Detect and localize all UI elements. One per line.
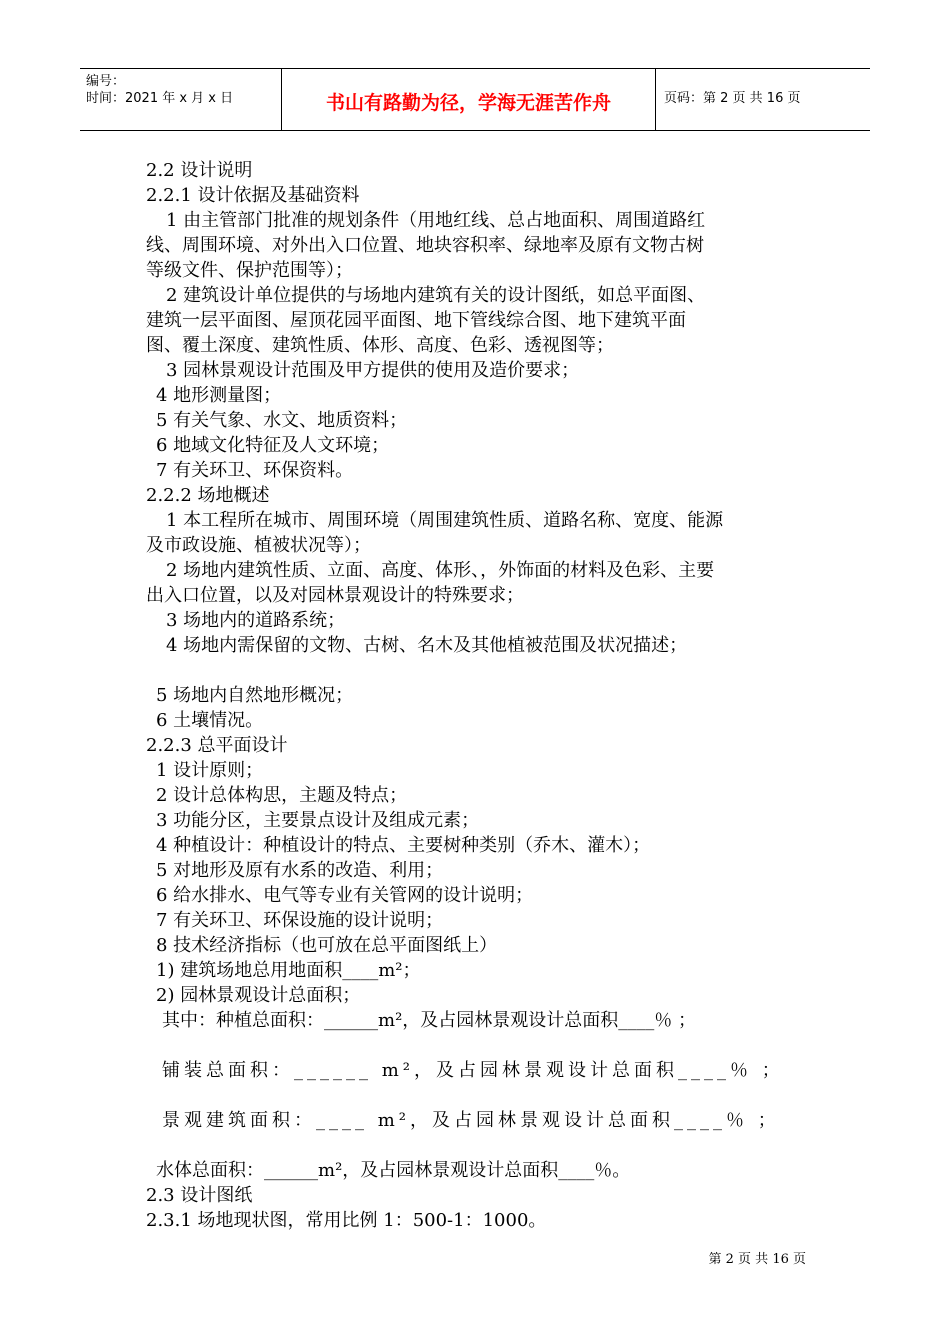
- document-body: [146, 158, 826, 1233]
- subsection-heading: 2.3.1 场地现状图，常用比例 1：500-1：1000。: [146, 1210, 547, 1231]
- document-time-label: 时间：2021 年 x 月 x 日: [86, 91, 234, 106]
- blank-line: [146, 1133, 826, 1158]
- paragraph-line: 等级文件、保护范围等）；: [146, 260, 353, 281]
- header-meta-cell: [80, 69, 282, 130]
- paragraph-line: 1 本工程所在城市、周围环境（周围建筑性质、道路名称、宽度、能源: [166, 510, 724, 531]
- document-number-label: 编号：: [86, 74, 126, 89]
- subsection-heading: 2.2.3 总平面设计: [146, 735, 288, 756]
- list-item: 6 地域文化特征及人文环境；: [156, 435, 390, 456]
- list-item: 7 有关环卫、环保设施的设计说明；: [156, 910, 444, 931]
- list-item: 1 设计原则；: [156, 760, 264, 781]
- metric-line: 铺装总面积：______ m²，及占园林景观设计总面积____％ ；: [162, 1060, 784, 1081]
- list-item: 4 种植设计：种植设计的特点、主要树种类别（乔木、灌木）；: [156, 835, 651, 856]
- list-item: 4 地形测量图；: [156, 385, 282, 406]
- subsection-heading: 2.2.2 场地概述: [146, 485, 270, 506]
- paragraph-line: 出入口位置，以及对园林景观设计的特殊要求；: [146, 585, 524, 606]
- list-item: 3 场地内的道路系统；: [166, 610, 346, 631]
- list-item: 5 有关气象、水文、地质资料；: [156, 410, 408, 431]
- header-page-cell: [656, 69, 870, 130]
- metric-line: 景观建筑面积：____ m²，及占园林景观设计总面积____％ ；: [162, 1110, 780, 1131]
- page-header: [80, 68, 870, 131]
- list-item: 7 有关环卫、环保资料。: [156, 460, 354, 481]
- list-item: 6 给水排水、电气等专业有关管网的设计说明；: [156, 885, 534, 906]
- section-heading: 2.3 设计图纸: [146, 1185, 253, 1206]
- list-item: 5 场地内自然地形概况；: [156, 685, 354, 706]
- blank-line: [146, 1033, 826, 1058]
- list-item: 8 技术经济指标（也可放在总平面图纸上）: [156, 935, 498, 956]
- subsection-heading: 2.2.1 设计依据及基础资料: [146, 185, 360, 206]
- page-code: 页码：第 2 页 共 16 页: [664, 91, 801, 106]
- paragraph-line: 线、周围环境、对外出入口位置、地块容积率、绿地率及原有文物古树: [146, 235, 704, 256]
- list-item: 4 场地内需保留的文物、古树、名木及其他植被范围及状况描述；: [166, 635, 688, 656]
- metric-line: 其中：种植总面积：______m²，及占园林景观设计总面积____％ ；: [162, 1010, 697, 1031]
- list-item: 5 对地形及原有水系的改造、利用；: [156, 860, 444, 881]
- metric-line: 水体总面积：______m²，及占园林景观设计总面积____％。: [156, 1160, 631, 1181]
- motto-text: 书山有路勤为径，学海无涯苦作舟: [325, 92, 611, 114]
- paragraph-line: 及市政设施、植被状况等）；: [146, 535, 371, 556]
- paragraph-line: 2 场地内建筑性质、立面、高度、体形、，外饰面的材料及色彩、主要: [166, 560, 715, 581]
- blank-line: [146, 658, 826, 683]
- list-item: 3 园林景观设计范围及甲方提供的使用及造价要求；: [166, 360, 580, 381]
- section-heading: 2.2 设计说明: [146, 160, 253, 181]
- page-footer: 第 2 页 共 16 页: [708, 1252, 806, 1267]
- list-item: 2 设计总体构思，主题及特点；: [156, 785, 408, 806]
- paragraph-line: 图、覆土深度、建筑性质、体形、高度、色彩、透视图等；: [146, 335, 614, 356]
- list-item: 6 土壤情况。: [156, 710, 264, 731]
- list-item: 2) 园林景观设计总面积；: [156, 985, 361, 1006]
- paragraph-line: 1 由主管部门批准的规划条件（用地红线、总占地面积、周围道路红: [166, 210, 706, 231]
- header-motto-cell: [282, 69, 656, 130]
- paragraph-line: 2 建筑设计单位提供的与场地内建筑有关的设计图纸，如总平面图、: [166, 285, 706, 306]
- paragraph-line: 建筑一层平面图、屋顶花园平面图、地下管线综合图、地下建筑平面: [146, 310, 686, 331]
- blank-line: [146, 1083, 826, 1108]
- list-item: 1) 建筑场地总用地面积____m²；: [156, 960, 421, 981]
- list-item: 3 功能分区，主要景点设计及组成元素；: [156, 810, 480, 831]
